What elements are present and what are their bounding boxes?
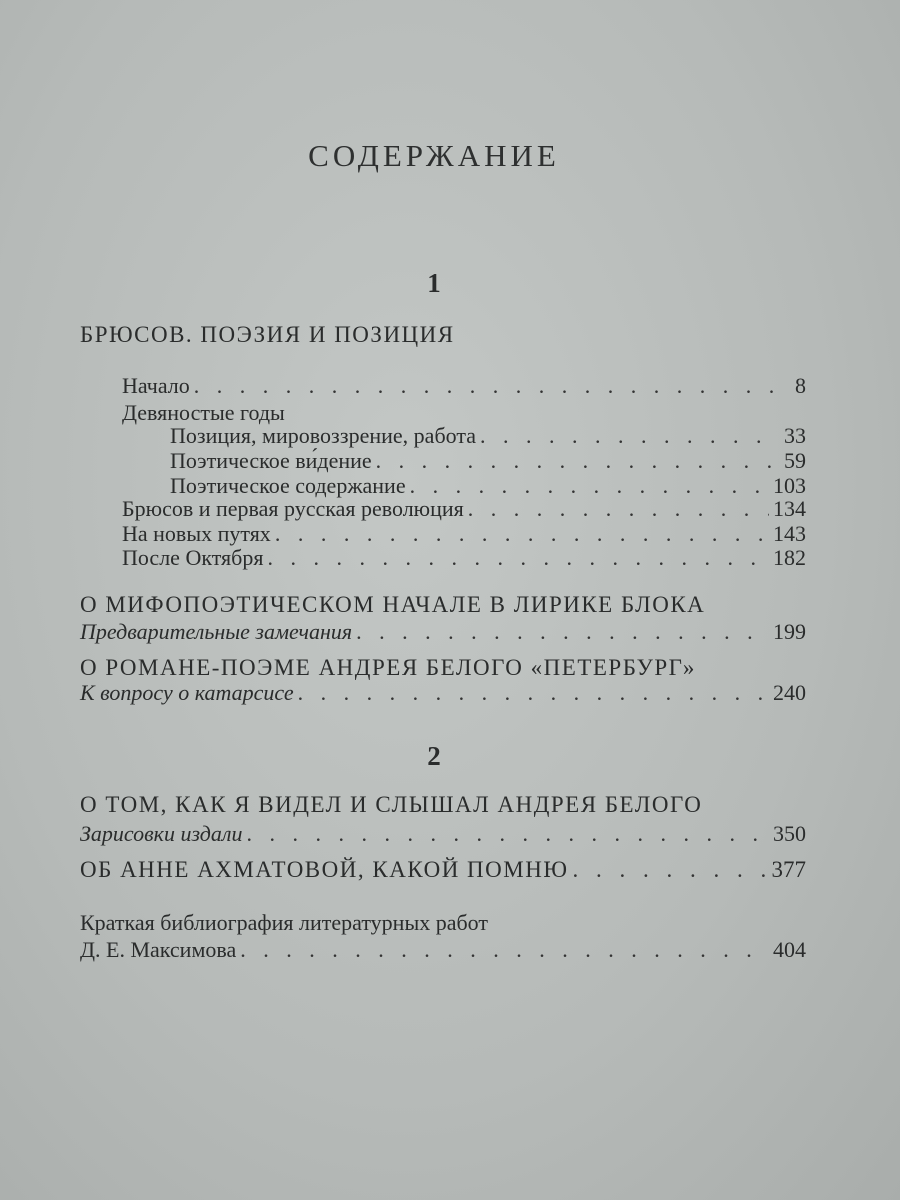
- entry-label: Д. Е. Максимова: [80, 937, 237, 962]
- entry-label: После Октября: [122, 545, 264, 570]
- toc-entry: [80, 858, 806, 882]
- entry-label: К вопросу о катарсисе: [80, 680, 294, 705]
- entry-page: 377: [771, 857, 806, 882]
- toc-entry: [80, 938, 806, 962]
- entry-page: 8: [795, 373, 806, 398]
- page-title: СОДЕРЖАНИЕ: [308, 138, 560, 173]
- leader-dots: [356, 620, 769, 644]
- toc-subheading: Девяностые годы: [122, 400, 285, 425]
- toc-entry: [80, 822, 806, 846]
- entry-label: На новых путях: [122, 521, 271, 546]
- entry-label: ОБ АННЕ АХМАТОВОЙ, КАКОЙ ПОМНЮ: [80, 857, 569, 882]
- entry-page: 103: [773, 473, 806, 498]
- entry-page: 59: [784, 448, 806, 473]
- entry-label: Брюсов и первая русская революция: [122, 496, 464, 521]
- entry-label: Зарисовки издали: [80, 821, 243, 846]
- leader-dots: [376, 449, 780, 473]
- toc-entry: [80, 620, 806, 644]
- toc-entry: [80, 681, 806, 705]
- entry-label: Поэтическое ви́дение: [170, 448, 372, 473]
- toc-entry: [122, 522, 806, 546]
- bibliography-line-1: Краткая библиография литературных работ: [80, 910, 489, 935]
- section-heading-brusov: БРЮСОВ. ПОЭЗИЯ И ПОЗИЦИЯ: [80, 322, 455, 347]
- entry-label: Поэтическое содержание: [170, 473, 406, 498]
- entry-page: 240: [773, 680, 806, 705]
- section-heading-bely-memoir: О ТОМ, КАК Я ВИДЕЛ И СЛЫШАЛ АНДРЕЯ БЕЛОГО: [80, 792, 703, 817]
- leader-dots: [194, 374, 791, 398]
- entry-page: 404: [773, 937, 806, 962]
- entry-page: 134: [773, 496, 806, 521]
- entry-page: 182: [773, 545, 806, 570]
- entry-page: 350: [773, 821, 806, 846]
- toc-entry: [122, 374, 806, 398]
- toc-entry: [170, 474, 806, 498]
- leader-dots: [410, 474, 769, 498]
- leader-dots: [246, 822, 769, 846]
- entry-page: 143: [773, 521, 806, 546]
- leader-dots: [480, 424, 780, 448]
- section-heading-blok: О МИФОПОЭТИЧЕСКОМ НАЧАЛЕ В ЛИРИКЕ БЛОКА: [80, 592, 706, 617]
- leader-dots: [268, 546, 770, 570]
- toc-entry: [170, 424, 806, 448]
- entry-label: Позиция, мировоззрение, работа: [170, 423, 476, 448]
- leader-dots: [275, 522, 769, 546]
- toc-entry: [170, 449, 806, 473]
- toc-entry: [122, 497, 806, 521]
- entry-page: 33: [784, 423, 806, 448]
- entry-page: 199: [773, 619, 806, 644]
- entry-label: Предварительные замечания: [80, 619, 353, 644]
- entry-label: Начало: [122, 373, 190, 398]
- part-number-1: 1: [427, 268, 441, 298]
- leader-dots: [240, 938, 769, 962]
- leader-dots: [298, 681, 769, 705]
- leader-dots: [468, 497, 769, 521]
- leader-dots: [572, 858, 767, 882]
- section-heading-bely-petersburg: О РОМАНЕ-ПОЭМЕ АНДРЕЯ БЕЛОГО «ПЕТЕРБУРГ»: [80, 655, 696, 680]
- toc-entry: [122, 546, 806, 570]
- part-number-2: 2: [427, 741, 441, 771]
